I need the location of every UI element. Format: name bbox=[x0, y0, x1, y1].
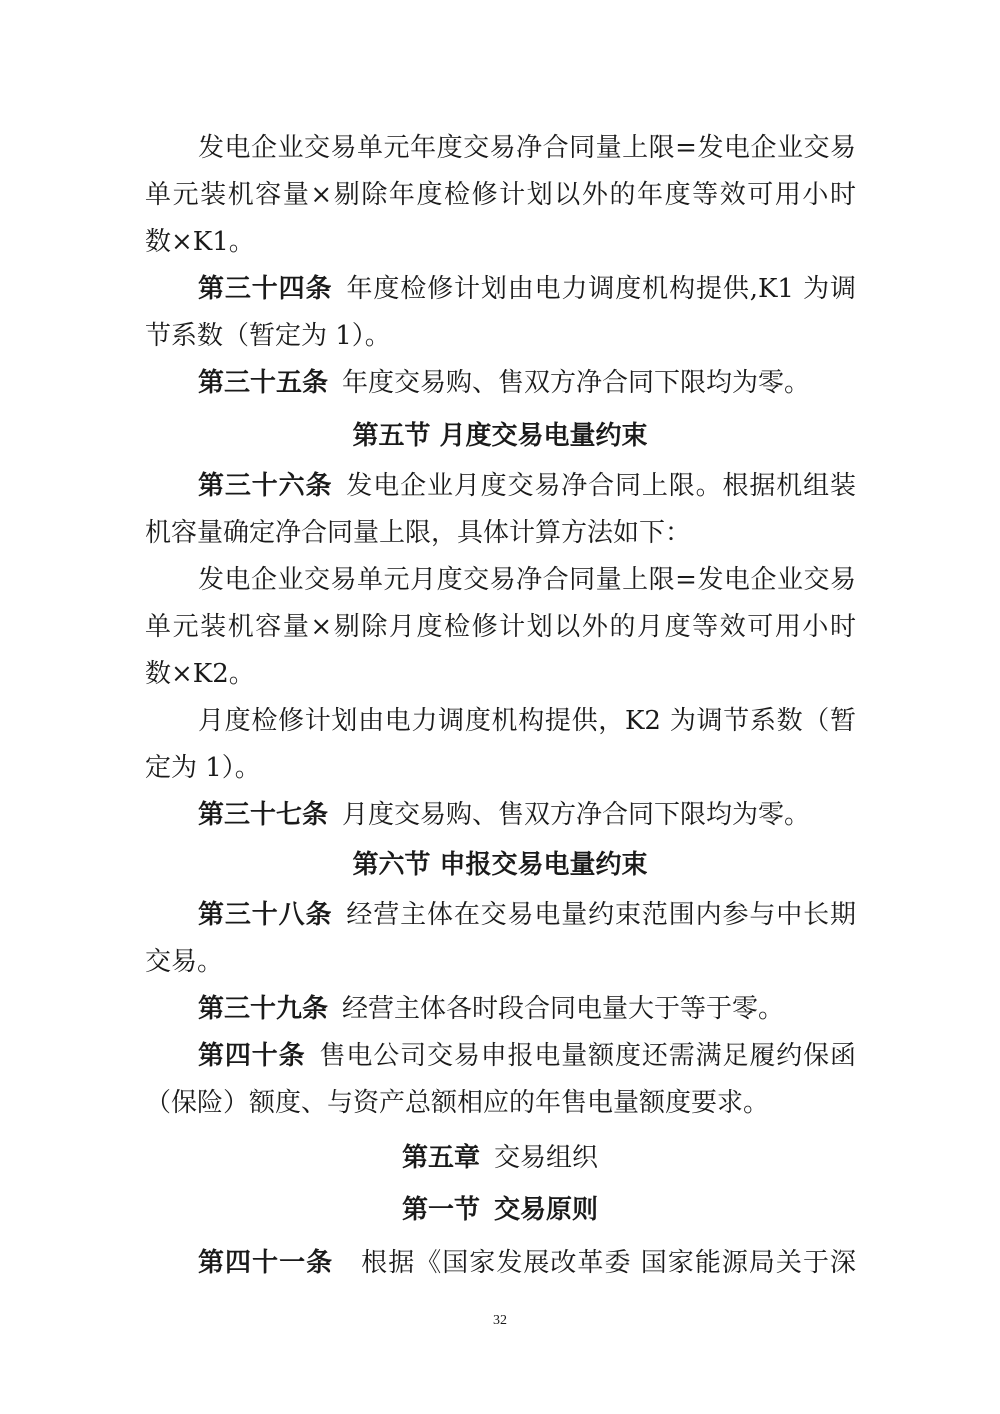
article-35-text: 年度交易购、售双方净合同下限均为零。 bbox=[342, 368, 811, 398]
article-34-line-2: 节系数（暂定为 1）。 bbox=[145, 321, 391, 351]
article-34-text: 年度检修计划由电力调度机构提供,K1 为调 bbox=[346, 274, 856, 304]
article-39-text: 经营主体各时段合同电量大于等于零。 bbox=[342, 994, 785, 1024]
annual-cap-formula-line-1: 发电企业交易单元年度交易净合同量上限=发电企业交易 bbox=[198, 133, 856, 163]
article-39-label: 第三十九条 bbox=[198, 994, 329, 1024]
article-37-label: 第三十七条 bbox=[198, 800, 329, 830]
section-6-heading: 第六节 申报交易电量约束 bbox=[352, 850, 648, 880]
article-34-label: 第三十四条 bbox=[198, 274, 333, 304]
monthly-cap-formula-line-1: 发电企业交易单元月度交易净合同量上限=发电企业交易 bbox=[198, 565, 856, 595]
article-35-label: 第三十五条 bbox=[198, 368, 329, 398]
article-40-line-1 bbox=[0, 1033, 856, 1079]
annual-cap-formula-line-3: 数×K1。 bbox=[145, 227, 255, 257]
monthly-cap-formula-line-3: 数×K2。 bbox=[145, 659, 255, 689]
article-41-text: 根据《国家发展改革委 国家能源局关于深 bbox=[361, 1248, 856, 1278]
section-1-label: 第一节 bbox=[401, 1195, 480, 1225]
article-34-line-1 bbox=[0, 266, 856, 312]
article-37-text: 月度交易购、售双方净合同下限均为零。 bbox=[342, 800, 811, 830]
article-40-line-2: （保险）额度、与资产总额相应的年售电量额度要求。 bbox=[145, 1088, 770, 1118]
article-38-text: 经营主体在交易电量约束范围内参与中长期 bbox=[346, 900, 856, 930]
chapter-5-label: 第五章 bbox=[401, 1143, 480, 1173]
monthly-cap-formula-line-2: 单元装机容量×剔除月度检修计划以外的月度等效可用小时 bbox=[145, 612, 856, 642]
article-40-text: 售电公司交易申报电量额度还需满足履约保函 bbox=[319, 1041, 856, 1071]
article-38-label: 第三十八条 bbox=[198, 900, 333, 930]
article-35 bbox=[0, 360, 1000, 406]
article-41-label: 第四十一条 bbox=[198, 1248, 334, 1278]
article-36-label: 第三十六条 bbox=[198, 471, 333, 501]
monthly-maintenance-line-1: 月度检修计划由电力调度机构提供，K2 为调节系数（暂 bbox=[198, 706, 856, 736]
chapter-5-title: 交易组织 bbox=[494, 1143, 599, 1173]
article-38-line-1 bbox=[0, 892, 856, 938]
section-1-title: 交易原则 bbox=[494, 1195, 599, 1225]
section-5-heading: 第五节 月度交易电量约束 bbox=[352, 421, 648, 451]
article-36-line-1 bbox=[0, 463, 856, 509]
article-36-line-2: 机容量确定净合同量上限，具体计算方法如下： bbox=[145, 518, 692, 548]
monthly-maintenance-line-2: 定为 1）。 bbox=[145, 753, 261, 783]
article-39 bbox=[0, 986, 1000, 1032]
article-41-line-1 bbox=[0, 1240, 856, 1286]
article-38-line-2: 交易。 bbox=[145, 947, 224, 977]
annual-cap-formula-line-2: 单元装机容量×剔除年度检修计划以外的年度等效可用小时 bbox=[145, 180, 856, 210]
chapter-5-heading bbox=[0, 1135, 1000, 1181]
article-37 bbox=[0, 792, 1000, 838]
article-40-label: 第四十条 bbox=[198, 1041, 306, 1071]
article-36-text: 发电企业月度交易净合同上限。根据机组装 bbox=[346, 471, 856, 501]
page-number: 32 bbox=[493, 1313, 507, 1328]
section-1-heading bbox=[0, 1187, 1000, 1233]
